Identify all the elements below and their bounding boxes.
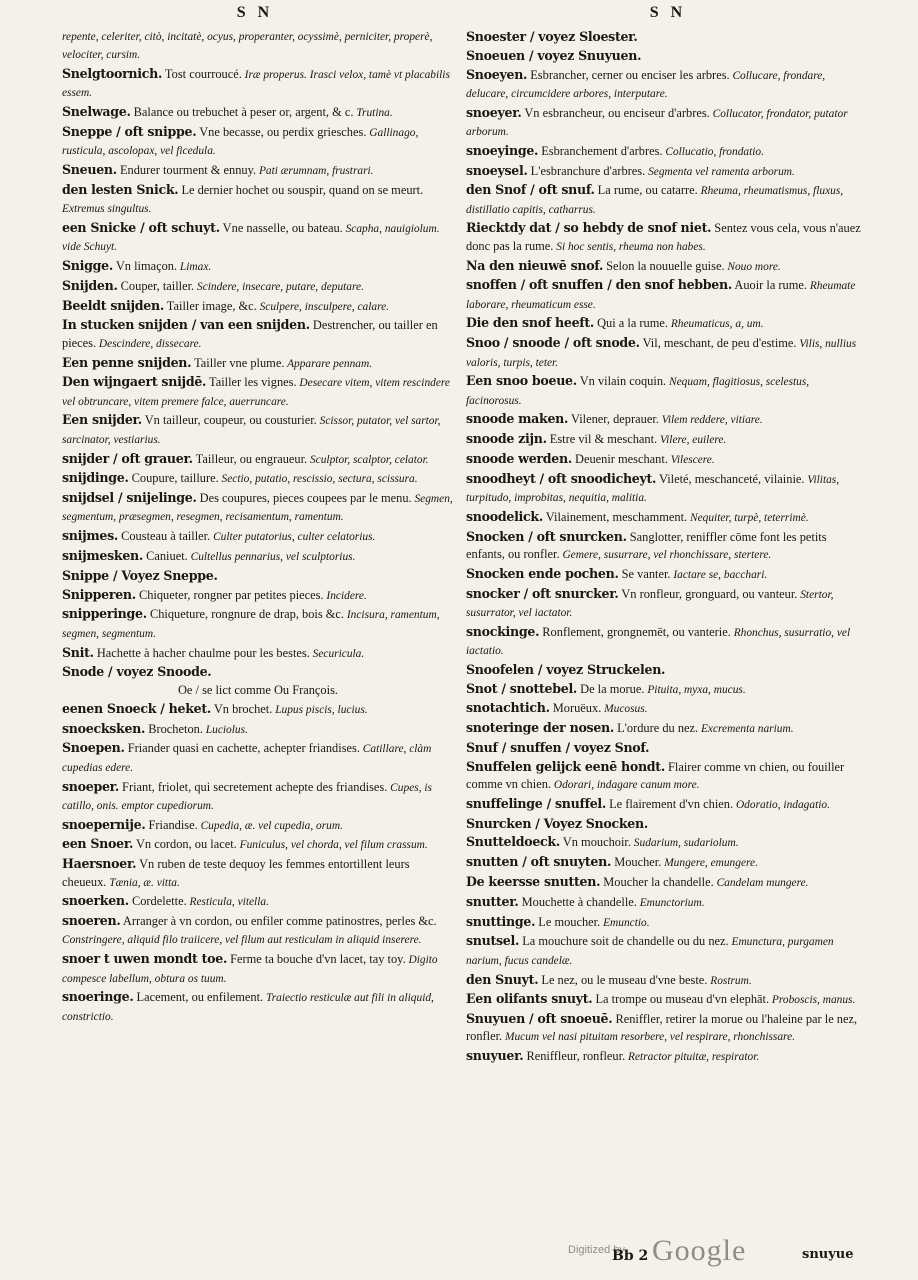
entry-headword: snoecksken. — [62, 720, 146, 736]
entry-headword: snoode maken. — [466, 411, 569, 427]
entry-french: La rume, ou catarre. — [594, 183, 698, 198]
entry-latin: Resticula, vitella. — [186, 896, 269, 909]
dictionary-entry — [62, 527, 454, 546]
entry-headword: snoodelick. — [466, 508, 543, 524]
entry-latin: Mungere, emungere. — [661, 857, 758, 870]
entry-headword: Snot / snottebel. — [466, 680, 578, 696]
dictionary-entry — [466, 528, 862, 565]
entry-french: Le flairement d'vn chien. — [605, 796, 734, 811]
dictionary-entry — [62, 988, 454, 1026]
right-column — [466, 28, 862, 1228]
entry-french: Reniffler, retirer la morue ou l'haleine par le nez, ronfler. — [466, 1012, 858, 1044]
entry-headword: Snelwage. — [62, 104, 131, 120]
dictionary-entry — [466, 932, 862, 970]
signature-mark: Bb 2 — [612, 1248, 649, 1264]
entry-latin: Funiculus, vel chorda, vel filum crassum. — [236, 839, 428, 852]
dictionary-entry — [466, 430, 862, 449]
entry-latin: Nequiter, turpè, teterrimè. — [687, 511, 809, 524]
dictionary-entry — [466, 699, 862, 718]
entry-latin: Mucosus. — [601, 703, 648, 716]
entry-latin: Scissor, putator, vel sartor, sarcinator, vestiarius. — [62, 415, 441, 446]
entry-french: Esbranchement d'arbres. — [538, 143, 663, 158]
entry-french: Ronflement, grongnemēt, ou vanterie. — [539, 624, 731, 639]
entry-french: Couper, tailler. — [117, 278, 195, 293]
dictionary-entry — [62, 700, 454, 719]
entry-latin: Collucare, frondare, delucare, circumcidere arbores, interputare. — [466, 69, 826, 100]
entry-headword: snoeringe. — [62, 989, 134, 1005]
entry-headword: Snoofelen / voyez Struckelen. — [466, 661, 666, 677]
entry-french: Vn ruben de teste dequoy les femmes entortillent leurs cheueux. — [62, 857, 410, 889]
entry-french: Vn mouchoir. — [559, 835, 631, 850]
entry-latin: Tænia, æ. vitta. — [106, 876, 180, 889]
entry-headword: snijmesken. — [62, 548, 143, 564]
entry-headword: De keersse snutten. — [466, 874, 601, 890]
dictionary-entry — [62, 277, 454, 296]
dictionary-entry — [466, 661, 862, 679]
dictionary-entry — [62, 65, 454, 103]
entry-french: De la morue. — [577, 681, 645, 696]
entry-latin: Pati ærumnam, frustrari. — [256, 165, 374, 178]
entry-headword: snuttinge. — [466, 913, 536, 929]
entry-latin: Nequam, flagitiosus, scelestus, facinorosus. — [466, 376, 810, 407]
entry-french: Le nez, ou le museau d'vne beste. — [538, 972, 708, 987]
entry-headword: den Snuyt. — [466, 971, 539, 987]
entry-headword: Een penne snijden. — [62, 354, 192, 370]
dictionary-entry — [62, 586, 454, 605]
entry-latin: Scapha, nauigiolum. vide Schuyt. — [62, 222, 440, 254]
dictionary-entry — [466, 739, 862, 757]
dictionary-entry — [62, 605, 454, 643]
dictionary-entry — [62, 816, 454, 835]
entry-headword: snuffelinge / snuffel. — [466, 795, 606, 811]
entry-headword: snoode zijn. — [466, 431, 547, 447]
entry-french: L'ordure du nez. — [614, 721, 699, 736]
google-watermark: Google — [652, 1234, 747, 1267]
entry-headword: snoodheyt / oft snoodicheyt. — [466, 470, 657, 486]
entry-french: Moruëux. — [549, 701, 602, 716]
dictionary-entry — [62, 181, 454, 219]
entry-headword: Snippe / Voyez Sneppe. — [62, 567, 218, 583]
entry-headword: snipperinge. — [62, 606, 147, 622]
entry-headword: snocker / oft snurcker. — [466, 585, 619, 601]
entry-latin: Collucator, frondator, putator arborum. — [466, 107, 848, 138]
dictionary-entry — [62, 161, 454, 180]
entry-headword: snoeyer. — [466, 104, 522, 120]
entry-headword: snoode werden. — [466, 451, 572, 467]
entry-latin: Excrementa narium. — [698, 723, 794, 736]
entry-latin: Trutina. — [353, 107, 393, 120]
dictionary-entry — [466, 1010, 862, 1047]
dictionary-entry — [466, 565, 862, 584]
dictionary-entry — [466, 833, 862, 852]
entry-headword: snuyuer. — [466, 1048, 524, 1064]
dictionary-entry — [62, 469, 454, 488]
entry-latin: Rhonchus, susurratio, vel iactatio. — [466, 626, 851, 657]
entry-latin: Nouo more. — [724, 260, 781, 273]
dictionary-entry — [466, 971, 862, 990]
entry-latin: Collucatio, frondatio. — [662, 145, 764, 158]
dictionary-entry — [62, 892, 454, 911]
dictionary-entry — [466, 893, 862, 912]
entry-headword: snoeren. — [62, 913, 121, 929]
entry-headword: snockinge. — [466, 623, 540, 639]
dictionary-entry — [466, 28, 862, 46]
dictionary-entry — [62, 489, 454, 527]
entry-french: Coupure, taillure. — [128, 471, 219, 486]
entry-latin: Incidere. — [323, 589, 367, 602]
dictionary-entry — [62, 547, 454, 566]
entry-latin: Cupes, is catillo, onis. emptor cupediorum. — [62, 781, 432, 812]
entry-headword: een Snoer. — [62, 836, 134, 852]
dictionary-entry — [466, 372, 862, 410]
entry-french: Friant, friolet, qui secretement achepte des friandises. — [118, 779, 388, 794]
entry-latin: Iræ properus. Irasci velox, tamè vt placabilis essem. — [62, 69, 450, 100]
entry-french: Vilener, deprauer. — [568, 412, 659, 427]
entry-latin: Limax. — [177, 261, 212, 274]
entry-headword: snijdsel / snijelinge. — [62, 490, 197, 506]
entry-french: Vne nasselle, ou bateau. — [219, 220, 343, 235]
entry-headword: een Snicke / oft schuyt. — [62, 219, 220, 235]
dictionary-entry — [466, 795, 862, 814]
dictionary-entry — [466, 815, 862, 833]
entry-headword: Sneppe / oft snippe. — [62, 123, 197, 139]
dictionary-entry — [62, 950, 454, 988]
entry-latin: Sectio, putatio, rescissio, sectura, scissura. — [218, 473, 418, 486]
entry-headword: Snode / voyez Snoode. — [62, 664, 212, 680]
entry-headword: Snoeyen. — [466, 66, 528, 82]
dictionary-entry — [466, 680, 862, 699]
entry-french: Sentez vous cela, vous n'auez donc pas la rume. — [466, 221, 861, 253]
dictionary-entry — [62, 257, 454, 276]
entry-headword: Snoester / voyez Sloester. — [466, 29, 638, 44]
entry-headword: Snocken / oft snurcken. — [466, 528, 627, 544]
entry-french: Chiqueture, rongnure de drap, bois &c. — [146, 607, 345, 622]
entry-french: Vne becasse, ou perdix griesches. — [196, 124, 367, 139]
entry-headword: Snoepen. — [62, 740, 125, 756]
entry-latin: Stertor, susurrator, vel iactator. — [466, 588, 834, 619]
entry-latin: Cultellus pennarius, vel sculptorius. — [187, 551, 356, 564]
entry-french: Moucher la chandelle. — [600, 875, 714, 890]
entry-french: Tailleur, ou engraueur. — [192, 451, 308, 466]
entry-latin: Desecare vitem, vitem rescindere vel obtruncare, vitem premere falce, auerruncare. — [62, 377, 450, 408]
dictionary-entry — [62, 644, 454, 663]
dictionary-entry — [466, 314, 862, 333]
dictionary-entry — [466, 470, 862, 508]
dictionary-entry — [62, 297, 454, 316]
entry-french: Vilainement, meschamment. — [542, 509, 688, 524]
entry-latin: Extremus singultus. — [62, 203, 152, 216]
left-column — [62, 28, 454, 1228]
entry-headword: Riecktdy dat / so hebdy de snof niet. — [466, 220, 712, 236]
entry-headword: den lesten Snick. — [62, 181, 179, 197]
entry-latin: Vilere, euilere. — [657, 434, 727, 447]
entry-headword: snoteringe der nosen. — [466, 720, 614, 736]
entry-headword: Die den snof heeft. — [466, 315, 595, 331]
entry-latin: Rheumaticus, a, um. — [668, 318, 764, 331]
entry-french: L'esbranchure d'arbres. — [527, 163, 646, 178]
entry-french: Endurer tourment & ennuy. — [116, 163, 257, 178]
dictionary-entry — [466, 508, 862, 527]
entry-headword: Snigge. — [62, 258, 113, 274]
dictionary-entry — [466, 66, 862, 104]
entry-latin: Vilis, nullius valoris, turpis, teter. — [466, 338, 857, 369]
dictionary-entry — [466, 853, 862, 872]
entry-latin: Segmenta vel ramenta arborum. — [645, 165, 795, 178]
entry-latin: Securicula. — [309, 647, 365, 660]
dictionary-entry — [62, 103, 454, 122]
entry-latin: Iactare se, bacchari. — [670, 568, 768, 581]
entry-french: La mouchure soit de chandelle ou du nez. — [519, 934, 729, 949]
entry-headword: Snutteldoeck. — [466, 834, 560, 850]
entry-french: Vn cordon, ou lacet. — [133, 837, 237, 852]
entry-latin: Rostrum. — [707, 974, 752, 987]
entry-french: Estre vil & meschant. — [546, 432, 658, 447]
entry-latin: Rheumate laborare, rheumaticum esse. — [466, 280, 856, 311]
dictionary-entry — [62, 912, 454, 950]
entry-french: Destrencher, ou tailler en pieces. — [62, 318, 438, 350]
entry-headword: snoer t uwen mondt toe. — [62, 951, 228, 967]
entry-latin: Descindere, dissecare. — [96, 337, 202, 350]
entry-french: Qui a la rume. — [594, 316, 668, 331]
entry-latin: Vilitas, turpitudo, improbitas, nequitia, malitia. — [466, 473, 840, 505]
entry-headword: snijdinge. — [62, 470, 129, 486]
dictionary-entry — [62, 567, 454, 585]
entry-french: Chiqueter, rongner par petites pieces. — [135, 587, 324, 602]
entry-latin: Gemere, susurrare, vel rhonchissare, stertere. — [559, 549, 772, 562]
entry-french: Balance ou trebuchet à peser or, argent, & c. — [130, 105, 354, 120]
entry-latin: Culter putatorius, culter celatorius. — [210, 531, 376, 544]
entry-french: Vn tailleur, coupeur, ou cousturier. — [141, 413, 317, 428]
entry-latin: Odorari, indagare canum more. — [551, 779, 700, 792]
dictionary-entry — [62, 855, 454, 892]
entry-latin: Constringere, aliquid filo traiicere, vel filum aut resticulam in aliquid inserere. — [62, 934, 422, 947]
dictionary-entry — [62, 720, 454, 739]
entry-french: Cousteau à tailler. — [118, 529, 211, 544]
entry-latin: Cupedia, æ. vel cupedia, orum. — [197, 819, 343, 832]
dictionary-entry — [466, 913, 862, 932]
entry-latin: Luciolus. — [202, 723, 248, 736]
catchword: snuyue — [802, 1247, 854, 1262]
running-head-right: S N — [649, 4, 687, 21]
entry-headword: Snipperen. — [62, 586, 136, 602]
entry-headword: den Snof / oft snuf. — [466, 182, 595, 198]
entry-latin: Emunctio. — [600, 916, 650, 929]
entry-french: Tost courroucé. — [162, 67, 242, 82]
entry-french: Arranger à vn cordon, ou enfiler comme patinostres, perles &c. — [120, 914, 437, 929]
entry-latin: Mucum vel nasi pituitam resorbere, vel respirare, rhonchissare. — [502, 1031, 795, 1044]
entry-latin: Sculpere, insculpere, calare. — [256, 300, 389, 313]
entry-headword: snutsel. — [466, 933, 520, 949]
entry-french: Tailler image, &c. — [163, 298, 257, 313]
dictionary-entry — [466, 47, 862, 65]
entry-headword: Snuffelen gelijck eenē hondt. — [466, 758, 665, 774]
entry-french: Brocheton. — [145, 721, 203, 736]
entry-headword: eenen Snoeck / heket. — [62, 700, 211, 716]
dictionary-entry — [62, 682, 454, 699]
entry-latin: Candelam mungere. — [713, 877, 809, 890]
entry-headword: Snit. — [62, 644, 94, 660]
entry-headword: Snelgtoornich. — [62, 66, 163, 82]
entry-french: Vn vilain coquin. — [576, 374, 667, 389]
entry-french: Tailler vne plume. — [191, 355, 285, 370]
entry-french: Hachette à hacher chaulme pour les bestes. — [93, 645, 310, 660]
entry-french: Vn esbrancheur, ou enciseur d'arbres. — [521, 105, 710, 120]
entry-headword: snoeyinge. — [466, 142, 539, 158]
entry-headword: snoffen / oft snuffen / den snof hebben. — [466, 277, 732, 293]
entry-headword: Snurcken / Voyez Snocken. — [466, 815, 648, 831]
entry-headword: snoerken. — [62, 893, 129, 909]
dictionary-entry — [62, 316, 454, 353]
entry-french: Friander quasi en cachette, achepter friandises. — [124, 741, 360, 756]
entry-headword: snijmes. — [62, 528, 118, 544]
running-head-left: S N — [236, 4, 274, 21]
entry-headword: Beeldt snijden. — [62, 297, 164, 313]
dictionary-entry — [466, 219, 862, 256]
entry-headword: Haersnoer. — [62, 856, 137, 872]
entry-latin: Sculptor, scalptor, celator. — [307, 453, 429, 466]
entry-french: Cordelette. — [128, 894, 187, 909]
dictionary-entry — [62, 663, 454, 681]
entry-latin: Lupus piscis, lucius. — [272, 703, 368, 716]
entry-french: Des coupures, pieces coupees par le menu. — [196, 491, 412, 506]
entry-headword: Snocken ende pochen. — [466, 565, 619, 581]
entry-headword: Snuyuen / oft snoeuē. — [466, 1011, 613, 1027]
dictionary-entry — [466, 990, 862, 1009]
dictionary-entry — [466, 450, 862, 469]
dictionary-entry — [62, 219, 454, 257]
entry-latin: Vilem reddere, vitiare. — [658, 414, 763, 427]
dictionary-entry — [62, 123, 454, 161]
entry-french: Vil, meschant, de peu d'estime. — [639, 336, 797, 351]
entry-latin: Proboscis, manus. — [769, 994, 856, 1007]
entry-headword: Na den nieuwē snof. — [466, 257, 604, 273]
entry-french: Mouchette à chandelle. — [518, 894, 637, 909]
dictionary-entry — [62, 411, 454, 449]
entry-headword: Een olifants snuyt. — [466, 991, 593, 1007]
entry-headword: Snuf / snuffen / voyez Snof. — [466, 739, 650, 755]
entry-french: Le dernier hochet ou souspir, quand on se meurt. — [178, 182, 424, 197]
entry-headword: Snijden. — [62, 277, 118, 293]
dictionary-entry — [62, 739, 454, 777]
dictionary-entry — [466, 334, 862, 372]
entry-french: Ferme ta bouche d'vn lacet, tay toy. — [227, 952, 406, 967]
dictionary-entry — [466, 758, 862, 795]
entry-headword: snoeysel. — [466, 162, 528, 178]
entry-french: Vn brochet. — [210, 701, 273, 716]
dictionary-entry — [62, 450, 454, 469]
dictionary-entry — [62, 835, 454, 854]
entry-french: Moucher. — [611, 855, 662, 870]
entry-french: Vn limaçon. — [112, 259, 178, 274]
entry-latin: Odoratio, indagatio. — [733, 798, 830, 811]
entry-headword: snoeper. — [62, 778, 119, 794]
entry-latin: Retractor pituitæ, respirator. — [625, 1051, 760, 1064]
entry-latin: Emunctura, purgamen narium, fucus candelæ. — [466, 936, 834, 967]
entry-latin: Emunctorium. — [636, 896, 705, 909]
entry-latin: Si hoc sentis, rheuma non habes. — [553, 240, 706, 253]
dictionary-entry — [466, 162, 862, 181]
entry-french: Vileté, meschanceté, vilainie. — [656, 471, 805, 486]
entry-headword: Snoo / snoode / oft snode. — [466, 335, 640, 351]
entry-french: Selon la nouuelle guise. — [603, 258, 725, 273]
entry-latin: Gallinago, rusticula, ascolopax, vel ficedula. — [62, 126, 419, 158]
entry-french: Oe / se lict comme Ou François. — [177, 683, 338, 698]
entry-headword: Sneuen. — [62, 162, 117, 178]
dictionary-entry — [466, 257, 862, 276]
entry-french: La trompe ou museau d'vn elephāt. — [592, 992, 770, 1007]
entry-headword: Den wijngaert snijdē. — [62, 374, 207, 390]
entry-latin: Vilescere. — [667, 454, 715, 467]
dictionary-entry — [466, 181, 862, 219]
entry-latin: Segmen, segmentum, præsegmen, resegmen, recisamentum, ramentum. — [62, 493, 453, 524]
entry-french: Le moucher. — [535, 914, 601, 929]
entry-french: Friandise. — [145, 817, 198, 832]
entry-latin: Incisura, ramentum, segmen, segmentum. — [62, 609, 440, 640]
digitized-label: Digitized by — [568, 1244, 625, 1256]
dictionary-entry — [62, 28, 454, 65]
dictionary-entry — [466, 585, 862, 623]
entry-french: Se vanter. — [618, 566, 671, 581]
entry-french: Reniffleur, ronfleur. — [523, 1049, 626, 1064]
entry-latin: Apparare pennam. — [284, 357, 373, 370]
dictionary-entry — [466, 623, 862, 661]
entry-headword: snutten / oft snuyten. — [466, 854, 612, 870]
entry-french: Lacement, ou enfilement. — [133, 990, 264, 1005]
entry-french: Deuenir meschant. — [571, 452, 668, 467]
entry-french: Sanglotter, reniffler cōme font les petits enfants, ou ronfler. — [466, 529, 827, 562]
dictionary-entry — [62, 778, 454, 816]
entry-headword: In stucken snijden / van een snijden. — [62, 317, 310, 333]
dictionary-entry — [62, 354, 454, 373]
entry-headword: snoepernije. — [62, 816, 146, 832]
entry-french: Flairer comme vn chien, ou fouiller comme vn chien. — [466, 759, 845, 792]
entry-latin: Scindere, insecare, putare, deputare. — [194, 280, 364, 293]
dictionary-entry — [466, 873, 862, 892]
entry-latin: repente, celeriter, citò, incitatè, ocyus, properanter, ocyssimè, perniciter, properè, velociter, cursim. — [62, 31, 433, 62]
dictionary-entry — [466, 719, 862, 738]
entry-headword: Snoeuen / voyez Snuyuen. — [466, 47, 642, 63]
entry-headword: snijder / oft grauer. — [62, 450, 193, 466]
entry-french: Esbrancher, cerner ou enciser les arbres. — [527, 67, 730, 82]
dictionary-entry — [466, 1047, 862, 1066]
dictionary-entry — [466, 104, 862, 142]
entry-latin: Catillare, clàm cupedias edere. — [62, 743, 432, 774]
entry-latin: Digito compesce labellum, obtura os tuum. — [62, 954, 438, 985]
entry-latin: Pituita, myxa, mucus. — [644, 683, 746, 696]
dictionary-entry — [62, 373, 454, 411]
entry-headword: snutter. — [466, 893, 519, 909]
entry-headword: Een snoo boeue. — [466, 373, 577, 389]
entry-latin: Sudarium, sudariolum. — [630, 837, 739, 850]
entry-headword: snotachtich. — [466, 700, 550, 716]
entry-french: Auoir la rume. — [731, 278, 807, 293]
entry-headword: Een snijder. — [62, 412, 142, 428]
dictionary-entry — [466, 410, 862, 429]
entry-latin: Traiectio resticulæ aut fili in aliquid, constrictio. — [62, 992, 434, 1023]
entry-french: Caniuet. — [143, 549, 188, 564]
dictionary-entry — [466, 142, 862, 161]
entry-french: Vn ronfleur, gronguard, ou vanteur. — [618, 586, 798, 601]
entry-latin: Rheuma, rheumatismus, fluxus, distillatio capitis, catharrus. — [466, 185, 844, 216]
entry-french: Tailler les vignes. — [206, 375, 297, 390]
dictionary-entry — [466, 276, 862, 314]
